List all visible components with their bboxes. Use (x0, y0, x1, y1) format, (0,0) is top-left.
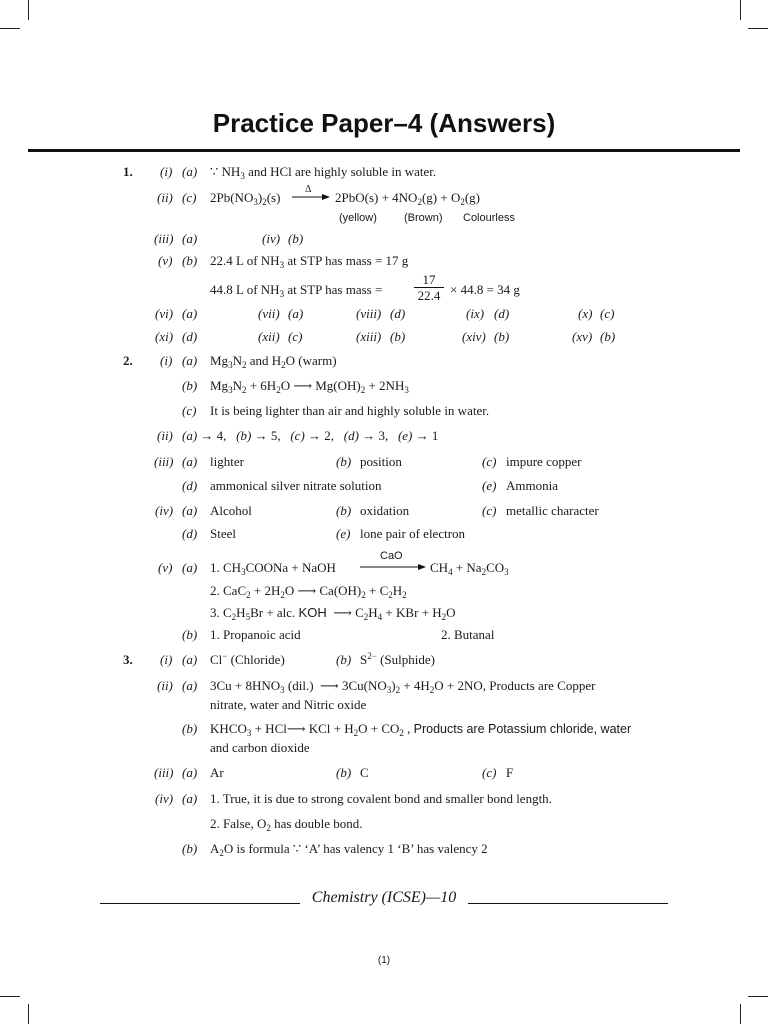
grid-option: (d) (494, 306, 510, 321)
crop-mark (740, 1004, 741, 1024)
grid-option: (b) (600, 329, 616, 344)
option-label: (b) (336, 765, 352, 780)
grid-label: (vii) (258, 306, 280, 321)
equation: 2. $CaC_2 + 2H_2O$ ⟶ $Ca(OH)_2 + C_2H_2$ (210, 583, 407, 600)
answer-text: F (506, 765, 514, 780)
answer-text: lighter (210, 454, 244, 469)
answer-text: nitrate, water and Nitric oxide (210, 697, 367, 712)
option-label: (b) (182, 253, 198, 268)
answer-text: ammonical silver nitrate solution (210, 478, 382, 493)
option-label: (b) (336, 454, 352, 469)
option-label: (a) (182, 765, 198, 780)
grid-label: (viii) (356, 306, 382, 321)
answer-text: C (360, 765, 369, 780)
option-label: (e) (336, 526, 351, 541)
answer-text: lone pair of electron (360, 526, 466, 541)
sub-label: (i) (160, 164, 173, 179)
option-label: (a) (182, 652, 198, 667)
answer-text: 22.4 L of $NH_3$ at STP has mass = 17 g (210, 253, 409, 270)
equation: $2PbO(s) + 4NO_2(g) + O_2(g)$ (335, 190, 481, 207)
option-label: (a) (182, 678, 198, 693)
footer-title: Chemistry (ICSE)—10 (311, 889, 457, 906)
grid-label: (vi) (155, 306, 174, 321)
answer-text: × 44.8 = 34 g (450, 282, 520, 297)
crop-mark (740, 0, 741, 20)
grid-option: (b) (494, 329, 510, 344)
option-label: (b) (182, 378, 198, 393)
option-label: (d) (182, 526, 198, 541)
answer-text: 1. True, it is due to strong covalent bond and smaller bond length. (210, 791, 552, 806)
answer-text: 2. Butanal (441, 627, 495, 642)
reaction-arrow-icon (360, 562, 428, 572)
answer-text: Ar (210, 765, 224, 780)
answer-text: Steel (210, 526, 236, 541)
question-number: 1. (123, 164, 133, 179)
crop-mark (28, 0, 29, 20)
title-rule (28, 149, 740, 152)
answer-text: $S^{2-}$ (Sulphide) (360, 651, 435, 667)
answer-text: position (360, 454, 402, 469)
option-label: (a) (182, 353, 198, 368)
grid-option: (c) (600, 306, 615, 321)
sub-label: (v) (158, 253, 173, 268)
grid-label: (ix) (466, 306, 485, 321)
crop-mark (0, 996, 20, 997)
grid-option: (d) (182, 329, 198, 344)
answer-text: 2. False, $O_2$ has double bond. (210, 816, 363, 833)
grid-option: (c) (288, 329, 303, 344)
answer-text: 44.8 L of $NH_3$ at STP has mass = (210, 282, 383, 299)
option-label: (c) (182, 403, 197, 418)
fraction (414, 272, 444, 303)
option-label: (a) (182, 560, 198, 575)
answer-text: ∵ $NH_3$ and HCl are highly soluble in water. (210, 164, 437, 181)
option-label: (b) (182, 721, 198, 736)
sub-label: (iii) (154, 454, 174, 469)
answer-text: It is being lighter than air and highly soluble in water. (210, 403, 490, 418)
crop-mark (28, 1004, 29, 1024)
option-label: (b) (336, 503, 352, 518)
equation: $Mg_3N_2 + 6H_2O$ ⟶ $Mg(OH)_2 + 2NH_3$ (210, 378, 409, 395)
sub-label: (ii) (157, 678, 173, 693)
crop-mark (0, 28, 20, 29)
equation: $KHCO_3$ + HCl⟶ KCl + $H_2O + CO_2$ , Products are Potassium chloride, water (210, 721, 632, 738)
answer-text: 1. Propanoic acid (210, 627, 301, 642)
option-label: (b) (182, 841, 198, 856)
option-label: (c) (482, 503, 497, 518)
option-label: (d) (182, 478, 198, 493)
sub-label: (ii) (157, 190, 173, 205)
sub-label: (iii) (154, 231, 174, 246)
option-label: (c) (182, 190, 197, 205)
colour-label: (Brown) (404, 212, 443, 224)
sub-label: (iii) (154, 765, 174, 780)
grid-label: (xiv) (462, 329, 486, 344)
sub-label: (iv) (155, 791, 174, 806)
grid-option: (b) (390, 329, 406, 344)
equation: $CH_4 + Na_2CO_3$ (430, 560, 509, 577)
answer-text: $A_2O$ is formula ∵ ‘A’ has valency 1 ‘B’ has valency 2 (210, 841, 488, 858)
option-label: (a) (182, 503, 198, 518)
colour-label: Colourless (463, 212, 515, 224)
grid-label: (x) (578, 306, 593, 321)
grid-label: (xi) (155, 329, 174, 344)
answer-text: $Mg_3N_2$ and $H_2O$ (warm) (210, 353, 337, 370)
answer-text: Cl− (Chloride) (210, 651, 285, 667)
sub-label: (i) (160, 652, 173, 667)
option-label: (a) (182, 164, 198, 179)
sub-label: (iv) (155, 503, 174, 518)
answer-text: Ammonia (506, 478, 558, 493)
option-label: (b) (182, 627, 198, 642)
fraction-denominator: 22.4 (417, 288, 441, 303)
page-title: Practice Paper–4 (Answers) (212, 108, 556, 138)
option-label: (b) (336, 652, 352, 667)
option-label: (a) (182, 791, 198, 806)
answer-text: Alcohol (210, 503, 252, 518)
equation: $3Cu + 8HNO_3$ (dil.) ⟶ $3Cu(NO_3)_2 + 4H_2O + 2NO$, Products are Copper (210, 678, 596, 695)
colour-label: (yellow) (339, 212, 377, 224)
option-label: (b) (288, 231, 304, 246)
answer-text: impure copper (506, 454, 582, 469)
grid-option: (d) (390, 306, 406, 321)
grid-option: (a) (182, 306, 198, 321)
grid-label: (xv) (572, 329, 593, 344)
answer-text: oxidation (360, 503, 410, 518)
grid-option: (a) (288, 306, 304, 321)
match-answer: (a) → 4, (b) → 5, (c) → 2, (d) → 3, (e) → 1 (182, 428, 439, 443)
option-label: (a) (182, 454, 198, 469)
sub-label: (iv) (262, 231, 281, 246)
answer-text: metallic character (506, 503, 599, 518)
sub-label: (ii) (157, 428, 173, 443)
reaction-arrow-icon (292, 192, 332, 202)
grid-label: (xiii) (356, 329, 382, 344)
grid-label: (xii) (258, 329, 280, 344)
option-label: (c) (482, 765, 497, 780)
crop-mark (748, 996, 768, 997)
answer-text: and carbon dioxide (210, 740, 310, 755)
equation: 1. $CH_3COONa$ + NaOH (210, 560, 336, 577)
catalyst-label: CaO (380, 550, 403, 562)
equation: $2Pb(NO_3)_2(s)$ (210, 190, 281, 207)
fraction-numerator: 17 (422, 272, 436, 287)
option-label: (e) (482, 478, 497, 493)
page-number: (1) (377, 955, 391, 966)
sub-label: (v) (158, 560, 173, 575)
question-number: 3. (123, 652, 133, 667)
sub-label: (i) (160, 353, 173, 368)
delta-label: Δ (305, 184, 312, 195)
option-label: (a) (182, 231, 198, 246)
question-number: 2. (123, 353, 133, 368)
equation: 3. $C_2H_5Br$ + alc. KOH ⟶ $C_2H_4$ + KBr + $H_2O$ (210, 605, 456, 622)
option-label: (c) (482, 454, 497, 469)
crop-mark (748, 28, 768, 29)
